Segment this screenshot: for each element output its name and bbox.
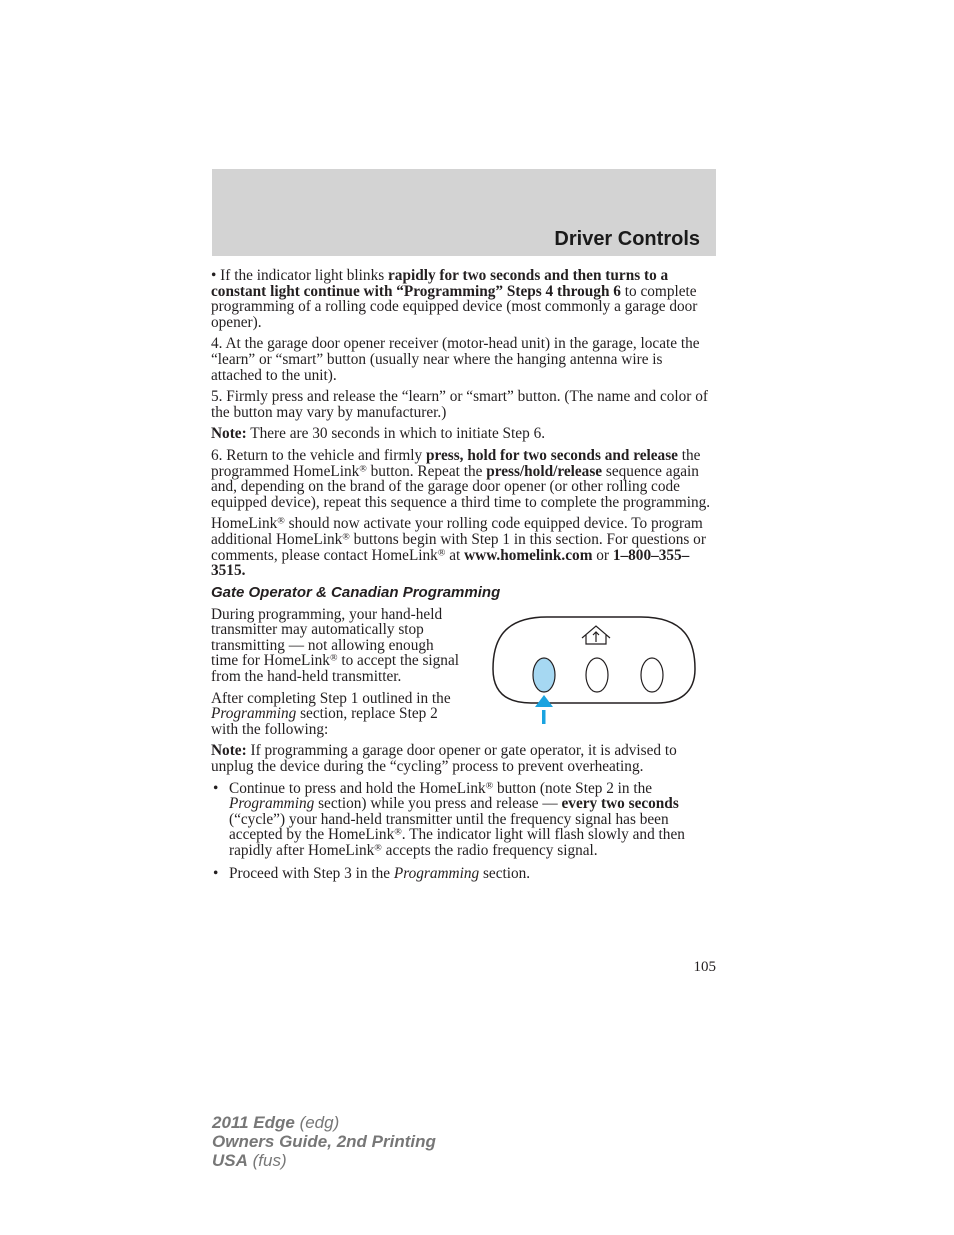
step-5: 5. Firmly press and release the “learn” or “smart” button. (The name and color of the button may vary by manufacturer.) (211, 388, 708, 421)
homelink-phone: 1–800–355–3515. (211, 546, 690, 580)
note-unplug-device: Note: If programming a garage door opener or gate operator, it is advised to unplug the device during the “cycling” process to prevent overheating. (211, 742, 677, 776)
list-item: • Proceed with Step 3 in the Programming section. (211, 866, 717, 882)
section-title: Driver Controls (554, 228, 700, 250)
homelink-url: www.homelink.com (464, 546, 593, 564)
page-content (211, 268, 717, 888)
homelink-button-3 (641, 658, 663, 692)
homelink-buttons-illustration (489, 611, 699, 727)
list-item: • Continue to press and hold the HomeLink® button (note Step 2 in the Programming section) while you press and release — every two seconds (“cycle”) your hand-held transmitter until the frequency signal has been accepted by the HomeLink®. The indicator light will flash slowly and then rapidly after HomeLink® accepts the radio frequency signal. (211, 781, 717, 859)
homelink-button-1 (533, 658, 555, 692)
gate-operator-section (211, 607, 717, 738)
step-4: 4. At the garage door opener receiver (motor-head unit) in the garage, locate the “learn” or “smart” button (usually near where the hanging antenna wire is attached to the unit). (211, 335, 700, 384)
homelink-house-icon (582, 626, 610, 644)
gate-steps-list (211, 781, 717, 882)
pointer-arrow-icon (535, 695, 553, 724)
homelink-paragraph: HomeLink® should now activate your rolling code equipped device. To program additional HomeLink® buttons begin with Step 1 in this section. For questions or comments, please contact HomeLink® at www.homelink.com or 1–800–355–3515. (211, 515, 706, 580)
note-30-seconds: Note: There are 30 seconds in which to initiate Step 6. (211, 425, 546, 443)
footer-publication-info: 2011 Edge (edg) Owners Guide, 2nd Printing USA (fus) (212, 1113, 436, 1170)
section-header-band (212, 169, 716, 256)
gate-operator-heading: Gate Operator & Canadian Programming (211, 583, 501, 601)
homelink-button-2 (586, 658, 608, 692)
step-6: 6. Return to the vehicle and firmly press, hold for two seconds and release the programmed HomeLink® button. Repeat the press/hold/release sequence again and, depending on the brand of the garage door opener (or other rolling code equipped device), repeat this sequence a third time to complete the programming. (211, 446, 711, 511)
intro-bullet: • If the indicator light blinks rapidly for two seconds and then turns to a constant light continue with “Programming” Steps 4 through 6 to complete programming of a rolling code equipped device (most commonly a garage door opener). (211, 267, 698, 331)
gate-paragraph-1: During programming, your hand-held transmitter may automatically stop transmitting — not allowing enough time for HomeLink® to accept the signal from the hand-held transmitter. (211, 605, 459, 686)
page-number: 105 (693, 959, 716, 975)
gate-paragraph-2: After completing Step 1 outlined in the Programming section, replace Step 2 with the following: (211, 689, 451, 738)
